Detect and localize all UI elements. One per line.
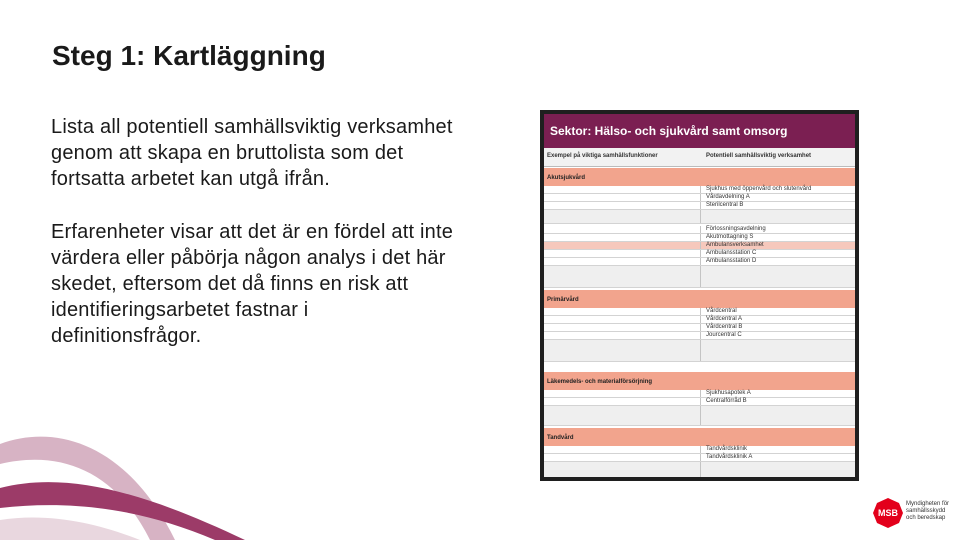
paragraph-1 (51, 114, 531, 192)
table-row (544, 202, 855, 210)
table-cell: Ambulansverksamhet (706, 242, 764, 248)
table-row (544, 398, 855, 406)
table-cell: Förlossningsavdelning (706, 226, 766, 232)
paragraph-line: skedet, eftersom det då finns en risk att (51, 273, 409, 295)
table-cell: Vårdcentral (706, 308, 737, 314)
slide-title: Steg 1: Kartläggning (52, 40, 326, 71)
section-row (544, 168, 855, 186)
paragraph-line: Erfarenheter visar att det är en fördel att inte (51, 221, 454, 243)
section-row (544, 372, 855, 390)
paragraph-line: definitionsfrågor. (51, 325, 202, 347)
table-header: Sektor: Hälso- och sjukvård samt omsorg (544, 114, 855, 148)
table-row (544, 258, 855, 266)
logo-text-line: och beredskap (906, 515, 946, 521)
table-cell: Tandvårdsklinik A (706, 454, 753, 460)
table-row (544, 390, 855, 398)
slide-body (51, 114, 531, 376)
table-row (544, 308, 855, 316)
logo-text (906, 501, 956, 522)
table-cell: Tandvårdsklinik (706, 446, 748, 452)
table-row (544, 186, 855, 194)
table-cell: Jourcentral C (706, 332, 742, 338)
table-row (544, 332, 855, 340)
table-row (544, 226, 855, 234)
table-cell: Centralförråd B (706, 398, 747, 404)
table-row (544, 462, 855, 477)
table-row (544, 194, 855, 202)
table-cell: Vårdcentral A (706, 316, 743, 322)
table-row (544, 266, 855, 288)
decorative-swoosh (0, 420, 260, 540)
section-label: Tandvård (547, 435, 574, 441)
logo-badge-text: MSB (878, 508, 898, 518)
table-row (544, 210, 855, 224)
table-cell: Akutmottagning S (706, 234, 754, 240)
table-cell: Ambulansstation C (706, 250, 757, 256)
table-cell: Sjukhus med öppenvård och slutenvård (706, 186, 812, 192)
paragraph-line: Lista all potentiell samhällsviktig verksamhet (51, 116, 453, 138)
table-row (544, 406, 855, 426)
sector-table (544, 114, 855, 477)
paragraph-line: fortsatta arbetet kan utgå ifrån. (51, 168, 330, 190)
logo-text-line: samhällsskydd (906, 508, 946, 514)
section-row (544, 428, 855, 446)
table-row (544, 234, 855, 242)
section-label: Primärvård (547, 297, 579, 303)
table-row (544, 250, 855, 258)
table-row (544, 316, 855, 324)
column-header-right: Potentiell samhällsviktig verksamhet (706, 153, 812, 159)
table-row (544, 340, 855, 362)
table-row (544, 242, 855, 250)
table-cell: Vårdcentral B (706, 324, 743, 330)
section-label: Läkemedels- och materialförsörjning (547, 379, 653, 385)
sector-table-image (540, 110, 859, 481)
table-row (544, 324, 855, 332)
section-label: Akutsjukvård (547, 175, 586, 181)
paragraph-line: identifieringsarbetet fastnar i (51, 299, 309, 321)
logo-text-line: Myndigheten för (906, 501, 950, 507)
msb-logo-icon (872, 497, 904, 529)
table-cell: Ambulansstation D (706, 258, 757, 264)
table-row (544, 454, 855, 462)
paragraph-line: genom att skapa en bruttolista som det (51, 142, 404, 164)
table-column-headers (544, 148, 855, 167)
table-cell: Sjukhusapotek A (706, 390, 751, 396)
section-row (544, 290, 855, 308)
table-row (544, 446, 855, 454)
paragraph-line: värdera eller påbörja någon analys i det här (51, 247, 446, 269)
column-header-left: Exempel på viktiga samhällsfunktioner (547, 153, 658, 159)
table-cell: Vårdavdelning A (706, 194, 750, 200)
table-cell: Sterilcentral B (706, 202, 744, 208)
paragraph-2 (51, 219, 531, 349)
